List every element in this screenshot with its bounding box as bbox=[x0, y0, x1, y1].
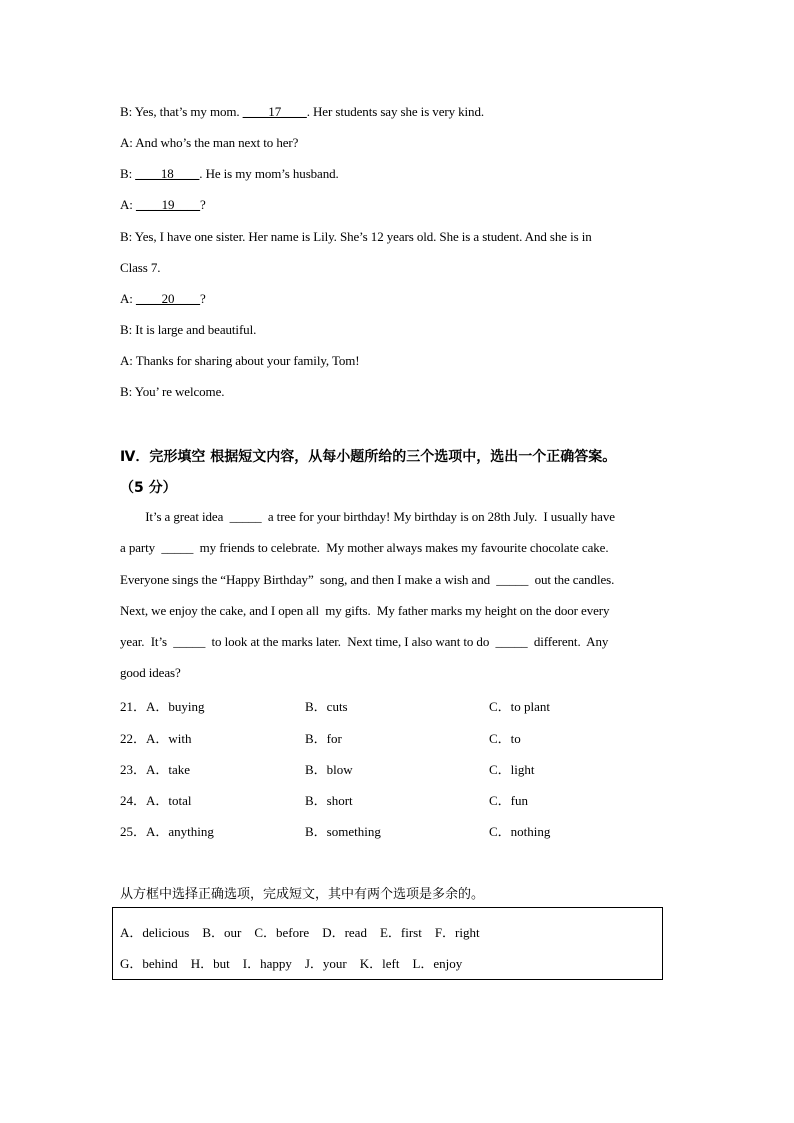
text: Class 7. bbox=[120, 260, 161, 275]
option-b: B．cuts bbox=[305, 699, 348, 714]
passage-line: year. It’s _____ to look at the marks later. Next time, I also want to do _____ different. Any bbox=[120, 634, 609, 649]
answer-blank: ____20____ bbox=[135, 291, 200, 306]
word-box-row: A．delicious B．our C．before D．read E．first F．right bbox=[120, 925, 480, 940]
dialogue-line bbox=[120, 135, 298, 151]
text: You’ re welcome. bbox=[134, 384, 225, 399]
dialogue-line bbox=[120, 322, 256, 338]
text: ? bbox=[199, 291, 206, 306]
option-a: 21．A．buying bbox=[120, 699, 205, 714]
text: Yes, I have one sister. Her name is Lily. She’s 12 years old. She is a student. And she is in bbox=[134, 229, 592, 244]
passage-line: a party _____ my friends to celebrate. My mother always makes my favourite chocolate cake. bbox=[120, 540, 609, 555]
text: ? bbox=[199, 197, 206, 212]
speaker: A: bbox=[120, 197, 133, 212]
option-a: 25．A．anything bbox=[120, 824, 214, 839]
speaker: B: bbox=[120, 384, 133, 399]
text: . Her students say she is very kind. bbox=[306, 104, 485, 119]
word-box-row: G．behind H．but I．happy J．your K．left L．enjoy bbox=[120, 956, 463, 971]
option-c: C．to bbox=[489, 731, 521, 746]
passage-line: It’s a great idea _____ a tree for your birthday! My birthday is on 28th July. I usually have bbox=[120, 509, 615, 524]
speaker: B: bbox=[120, 104, 133, 119]
speaker: A: bbox=[120, 135, 133, 150]
speaker: B: bbox=[120, 166, 133, 181]
option-b: B．for bbox=[305, 731, 342, 746]
option-a: 23．A．take bbox=[120, 762, 191, 777]
option-c: C．to plant bbox=[489, 699, 551, 714]
text: It is large and beautiful. bbox=[135, 322, 257, 337]
speaker: A: bbox=[120, 353, 133, 368]
dialogue-line bbox=[120, 260, 160, 276]
answer-blank: ____17____ bbox=[242, 104, 307, 119]
dialogue-line bbox=[120, 197, 206, 213]
option-a: 24．A．total bbox=[120, 793, 192, 808]
text: And who’s the man next to her? bbox=[135, 135, 299, 150]
section-points: （5 分） bbox=[120, 480, 177, 496]
passage-line: good ideas? bbox=[120, 665, 181, 680]
dialogue-line bbox=[120, 353, 360, 369]
passage-line: Everyone sings the “Happy Birthday” song, and then I make a wish and _____ out the candles. bbox=[120, 572, 615, 587]
option-b: B．short bbox=[305, 793, 353, 808]
answer-blank: ____19____ bbox=[135, 197, 200, 212]
option-c: C．nothing bbox=[489, 824, 551, 839]
dialogue-line bbox=[120, 384, 224, 400]
dialogue-line bbox=[120, 229, 592, 245]
text: . He is my mom’s husband. bbox=[199, 166, 339, 181]
speaker: B: bbox=[120, 322, 133, 337]
text: Yes, that’s my mom. bbox=[134, 104, 240, 119]
dialogue-line bbox=[120, 291, 206, 307]
word-box-instructions: 从方框中选择正确选项，完成短文，其中有两个选项是多余的。 bbox=[120, 887, 485, 902]
option-b: B．something bbox=[305, 824, 381, 839]
section-heading: Ⅳ．完形填空 根据短文内容，从每小题所给的三个选项中，选出一个正确答案。 bbox=[120, 449, 617, 465]
option-b: B．blow bbox=[305, 762, 353, 777]
dialogue-line bbox=[120, 166, 339, 182]
answer-blank: ____18____ bbox=[135, 166, 200, 181]
speaker: A: bbox=[120, 291, 133, 306]
passage-line: Next, we enjoy the cake, and I open all my gifts. My father marks my height on the door every bbox=[120, 603, 610, 618]
option-a: 22．A．with bbox=[120, 731, 192, 746]
dialogue-line bbox=[120, 104, 484, 120]
speaker: B: bbox=[120, 229, 133, 244]
word-box bbox=[112, 907, 663, 980]
text: Thanks for sharing about your family, Tom! bbox=[135, 353, 360, 368]
option-c: C．light bbox=[489, 762, 535, 777]
option-c: C．fun bbox=[489, 793, 529, 808]
